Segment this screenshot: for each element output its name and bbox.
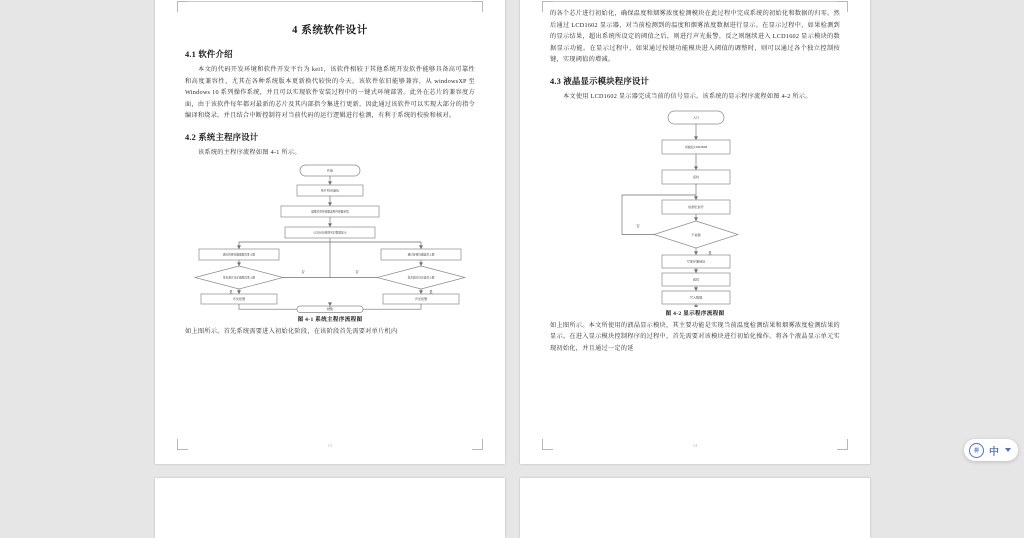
flow-node-write-data: 写入数据 <box>689 295 703 300</box>
flow-node-init-lcd: 初始化LCD1602 <box>684 144 708 149</box>
figure-4-1-caption: 图 4-1 系统主程序流程图 <box>297 316 363 323</box>
section-4-1-paragraph: 本文的代码开发环境和软件开发平台为 kei1，该软件相较于其他系统开发软件能够具备高可靠性和高度兼容性，尤其在各种系统版本更新换代较快的今天，该软件依旧能够兼容，从 windowsXP 至 Windows 10 系列操作系统，并且可以实现软件安装过程中的一键式环境部署。此外在芯片的兼容度方面，由于该软件每年都对最新的芯片及其内部指令集进行更新，因此通过该软件可以实现大部分的指令编译和烧录。并且结合中断控制符对当前代码的运行逻辑进行检测，有利于系统的校验和核对。 <box>185 66 475 120</box>
page-body-right <box>550 8 840 354</box>
figure-4-2-caption: 图 4-2 显示程序流程图 <box>665 310 725 317</box>
flow-label-no: 否 <box>636 223 640 228</box>
header-rule-left <box>181 1 479 2</box>
flow-node-delay-2: 延时 <box>692 277 700 282</box>
flow-node-set-temp-limit: 通过按键设置温度上限 <box>407 253 435 257</box>
header-rule-right <box>546 1 844 2</box>
section-4-3-after-paragraph: 如上图所示。本文所使用的液晶显示模块，其主要功能是实现当前温度检测结果和烟雾浓度检测结果的显示。在进入显示模块控制程序的过程中，首先需要对该模块进行初始化操作。将各个液晶显示单元实现初始化，并且通过一定的延 <box>550 321 840 352</box>
flow-node-alarm-right: 声光报警 <box>414 296 428 301</box>
section-4-3-lead: 本文使用 LCD1602 显示器完成当前的信号显示。该系统的显示程序流程如图 4-2 所示。 <box>563 92 812 100</box>
flow-node-write-address: 写寄存器地址 <box>686 259 706 264</box>
section-heading-4-1: 4.1 软件介绍 <box>185 50 233 59</box>
continued-paragraph: 的各个芯片进行初始化，确保温度和烟雾浓度检测模块在此过程中完成系统的初始化和数据的归零。然后通过 LCD1602 显示器，对当前检测到的温度和烟雾浓度数据进行显示。在显示过程中，如果检测到的显示结果，超出系统所设定的阈值之后，则进行声光报警，反之则继续进入 LCD1602 显示模块的数据显示功能。在显示过程中，如果通过按键功能模块进入阈值的调整时，则可以通过各个独立控制按键，实现阈值的增减。 <box>550 10 840 64</box>
document-page-next-left[interactable] <box>155 478 505 538</box>
ime-indicator[interactable] <box>964 439 1018 461</box>
flow-label-yes-right: 是 <box>429 289 433 294</box>
flow-node-display: LCD1602模块实时数据显示 <box>313 231 347 235</box>
flow-node-start: 开始 <box>326 168 334 173</box>
flow-node-set-smoke-limit: 通过按键设置烟雾浓度上限 <box>222 253 256 257</box>
page-body-left <box>185 8 475 337</box>
flow-node-delay-1: 延时 <box>692 174 700 179</box>
document-page-13[interactable] <box>155 0 505 464</box>
flow-node-decision-temp: 是否超过设定温度上限 <box>407 276 435 280</box>
section-4-2-after-paragraph: 如上图所示。首先系统需要进入初始化阶段，在该阶段首先需要对单片机内 <box>185 327 398 335</box>
flow-node-init: 单片机初始化 <box>320 188 340 193</box>
document-page-14[interactable] <box>520 0 870 464</box>
document-page-next-right[interactable] <box>520 478 870 538</box>
ime-mode-label[interactable]: 中 <box>989 446 999 458</box>
section-heading-4-2: 4.2 系统主程序设计 <box>185 132 259 142</box>
page-number-right: 14 <box>692 443 698 448</box>
flow-node-end: 结束 <box>326 306 334 311</box>
flow-label-yes: 是 <box>708 250 712 255</box>
flow-label-yes-left: 是 <box>229 289 233 294</box>
flow-node-collect: 烟雾浓度传感器温度传感器采集 <box>311 210 349 214</box>
section-heading-4-3: 4.3 液晶显示模块程序设计 <box>550 76 650 86</box>
figure-4-2-flowchart <box>550 107 840 307</box>
flow-node-decision-busy: 不检测 <box>691 232 701 237</box>
chapter-title: 4 系统软件设计 <box>292 25 368 36</box>
section-4-2-lead: 该系统的主程序流程如图 4-1 所示。 <box>198 148 301 156</box>
flow-node-entry: 入口 <box>692 115 700 120</box>
flow-node-alarm-left: 声光报警 <box>232 296 246 301</box>
flow-label-no-right: 否 <box>355 269 359 274</box>
page-number-left: 13 <box>327 443 333 448</box>
figure-4-1-flowchart <box>185 163 475 313</box>
chevron-down-icon[interactable] <box>1005 448 1011 452</box>
flow-label-no-left: 否 <box>301 269 305 274</box>
flow-node-decision-smoke: 是否超过设定烟雾浓度上限 <box>222 276 256 280</box>
ime-logo-icon: 拼 <box>969 443 984 458</box>
flow-node-check-busy: 检测忙信号 <box>688 204 704 209</box>
